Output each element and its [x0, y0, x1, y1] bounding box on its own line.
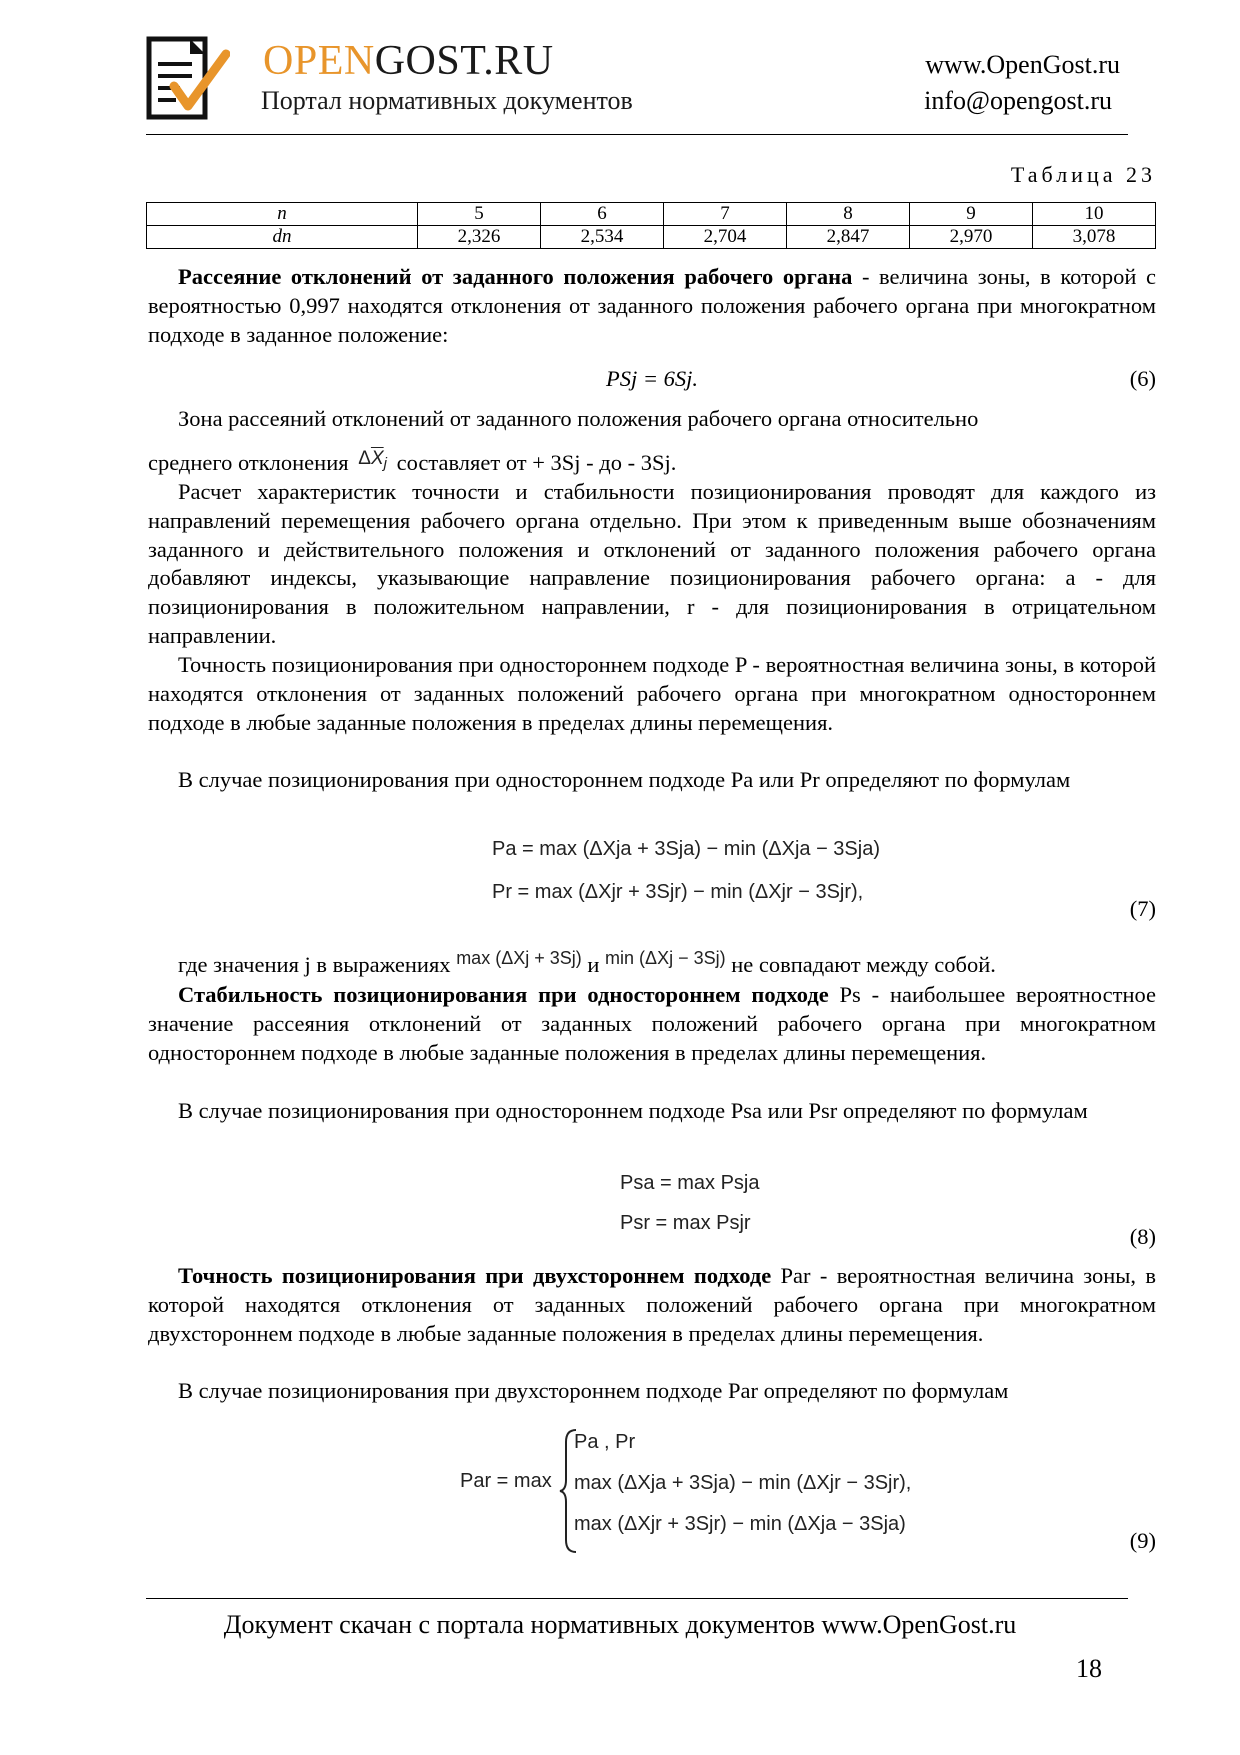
- inline-formula-mean-deviation: ΔXj: [358, 448, 387, 472]
- table-cell: 6: [541, 203, 664, 226]
- paragraph: [178, 948, 1158, 981]
- equation-number: (9): [1129, 1528, 1156, 1553]
- term-bold: Рассеяние отклонений от заданного положения рабочего органа: [178, 264, 853, 289]
- portal-subtitle: Портал нормативных документов: [261, 86, 633, 115]
- equation-7-line-2: Pr = max (ΔXjr + 3Sjr) − min (ΔXjr − 3Sjr),: [492, 881, 864, 903]
- equation-9-line-3: max (ΔXjr + 3Sjr) − min (ΔXja − 3Sja): [574, 1513, 906, 1535]
- table-header-cell: dn: [147, 226, 418, 249]
- paragraph: В случае позиционирования при двухстороннем подходе Par определяют по формулам: [178, 1378, 1009, 1403]
- footer-divider: [146, 1598, 1128, 1599]
- document-check-icon: [146, 36, 230, 122]
- brand-rest: GOST.RU: [374, 38, 554, 84]
- table-cell: 2,847: [787, 226, 910, 249]
- table-cell: 3,078: [1033, 226, 1156, 249]
- brand-logo-text: [263, 38, 554, 84]
- equation-8-line-2: Psr = max Psjr: [620, 1212, 751, 1234]
- table-cell: 2,326: [418, 226, 541, 249]
- paragraph: Расчет характеристик точности и стабильности позиционирования проводят для каждого из направлений перемещения рабочего органа отдельно. При этом к приведенным выше обозначениям заданного и действительного положения и отклонений от заданного положения рабочего органа добавляют индексы, указывающие направление позиционирования рабочего органа: a - для позиционирования в положительном направлении, r - для позиционирования в отрицательном направлении.: [148, 479, 1156, 648]
- inline-formula: max (ΔXj + 3Sj): [456, 948, 582, 968]
- table-header-cell: n: [147, 203, 418, 226]
- paragraph-text: Par - вероятностная величина зоны, в которой находятся отклонения от заданных положений рабочего органа при многократном двухстороннем подходе в любые заданные положения в пределах длины перемещения.: [148, 1263, 1156, 1346]
- equation-formula: PSj = 6Sj.: [605, 366, 699, 391]
- header-divider: [146, 134, 1128, 135]
- term-bold: Точность позиционирования при двухстороннем подходе: [178, 1263, 772, 1288]
- brand-accent: OPEN: [263, 38, 375, 84]
- paragraph-text: среднего отклонения: [148, 450, 349, 475]
- equation-number: (6): [1129, 366, 1156, 391]
- paragraph: Зона рассеяний отклонений от заданного положения рабочего органа относительно: [178, 406, 979, 431]
- paragraph: В случае позиционирования при одностороннем подходе Pa или Pr определяют по формулам: [178, 767, 1071, 792]
- paragraph: [148, 981, 1156, 1067]
- table-row: [147, 226, 1156, 249]
- table-cell: 2,534: [541, 226, 664, 249]
- paragraph-text: где значения j в выражениях: [178, 952, 451, 977]
- table-row: [147, 203, 1156, 226]
- contact-email: info@opengost.ru: [924, 86, 1112, 115]
- equation-9-line-1: Pa , Pr: [574, 1431, 636, 1453]
- inline-formula: min (ΔXj − 3Sj): [605, 948, 726, 968]
- table-caption: Таблица 23: [1010, 162, 1156, 187]
- paragraph-text: - величина зоны, в которой с вероятностью 0,997 находятся отклонения от заданного положения рабочего органа при многократном подходе в заданное положение:: [148, 264, 1157, 347]
- footer-note: Документ скачан с портала нормативных документов www.OpenGost.ru: [223, 1610, 1017, 1639]
- page-number: 18: [1076, 1654, 1102, 1683]
- equation-9-line-2: max (ΔXja + 3Sja) − min (ΔXjr − 3Sjr),: [574, 1472, 912, 1494]
- site-url: www.OpenGost.ru: [925, 50, 1120, 79]
- coefficient-table: [146, 202, 1156, 249]
- table-cell: 8: [787, 203, 910, 226]
- term-bold: Стабильность позиционирования при одностороннем подходе: [178, 982, 829, 1007]
- paragraph: В случае позиционирования при одностороннем подходе Psa или Psr определяют по формулам: [178, 1098, 1088, 1123]
- table-cell: 10: [1033, 203, 1156, 226]
- table-cell: 7: [664, 203, 787, 226]
- equation-9-lhs: Par = max: [460, 1470, 552, 1492]
- table-cell: 9: [910, 203, 1033, 226]
- paragraph-line: [148, 449, 1156, 480]
- equation-number: (7): [1129, 896, 1156, 921]
- paragraph: [148, 1262, 1156, 1348]
- equation-8-line-1: Psa = max Psja: [620, 1172, 760, 1194]
- paragraph-text: не совпадают между собой.: [731, 952, 996, 977]
- table-cell: 5: [418, 203, 541, 226]
- table-cell: 2,970: [910, 226, 1033, 249]
- equation-7-line-1: Pa = max (ΔXja + 3Sja) − min (ΔXja − 3Sja): [492, 838, 880, 860]
- paragraph-text: составляет от + 3Sj - до - 3Sj.: [396, 450, 677, 475]
- table-cell: 2,704: [664, 226, 787, 249]
- paragraph-text: и: [587, 952, 600, 977]
- paragraph: Точность позиционирования при одностороннем подходе P - вероятностная величина зоны, в которой находятся отклонения от заданных положений рабочего органа при многократном одностороннем подходе в любые заданные положения в пределах длины перемещения.: [148, 652, 1156, 735]
- paragraph: [148, 263, 1156, 349]
- equation-number: (8): [1129, 1224, 1156, 1249]
- paragraph-text: Ps - наибольшее вероятностное значение рассеяния отклонений от заданных положений рабочего органа при многократном одностороннем подходе в любые заданные положения в пределах длины перемещения.: [148, 982, 1156, 1065]
